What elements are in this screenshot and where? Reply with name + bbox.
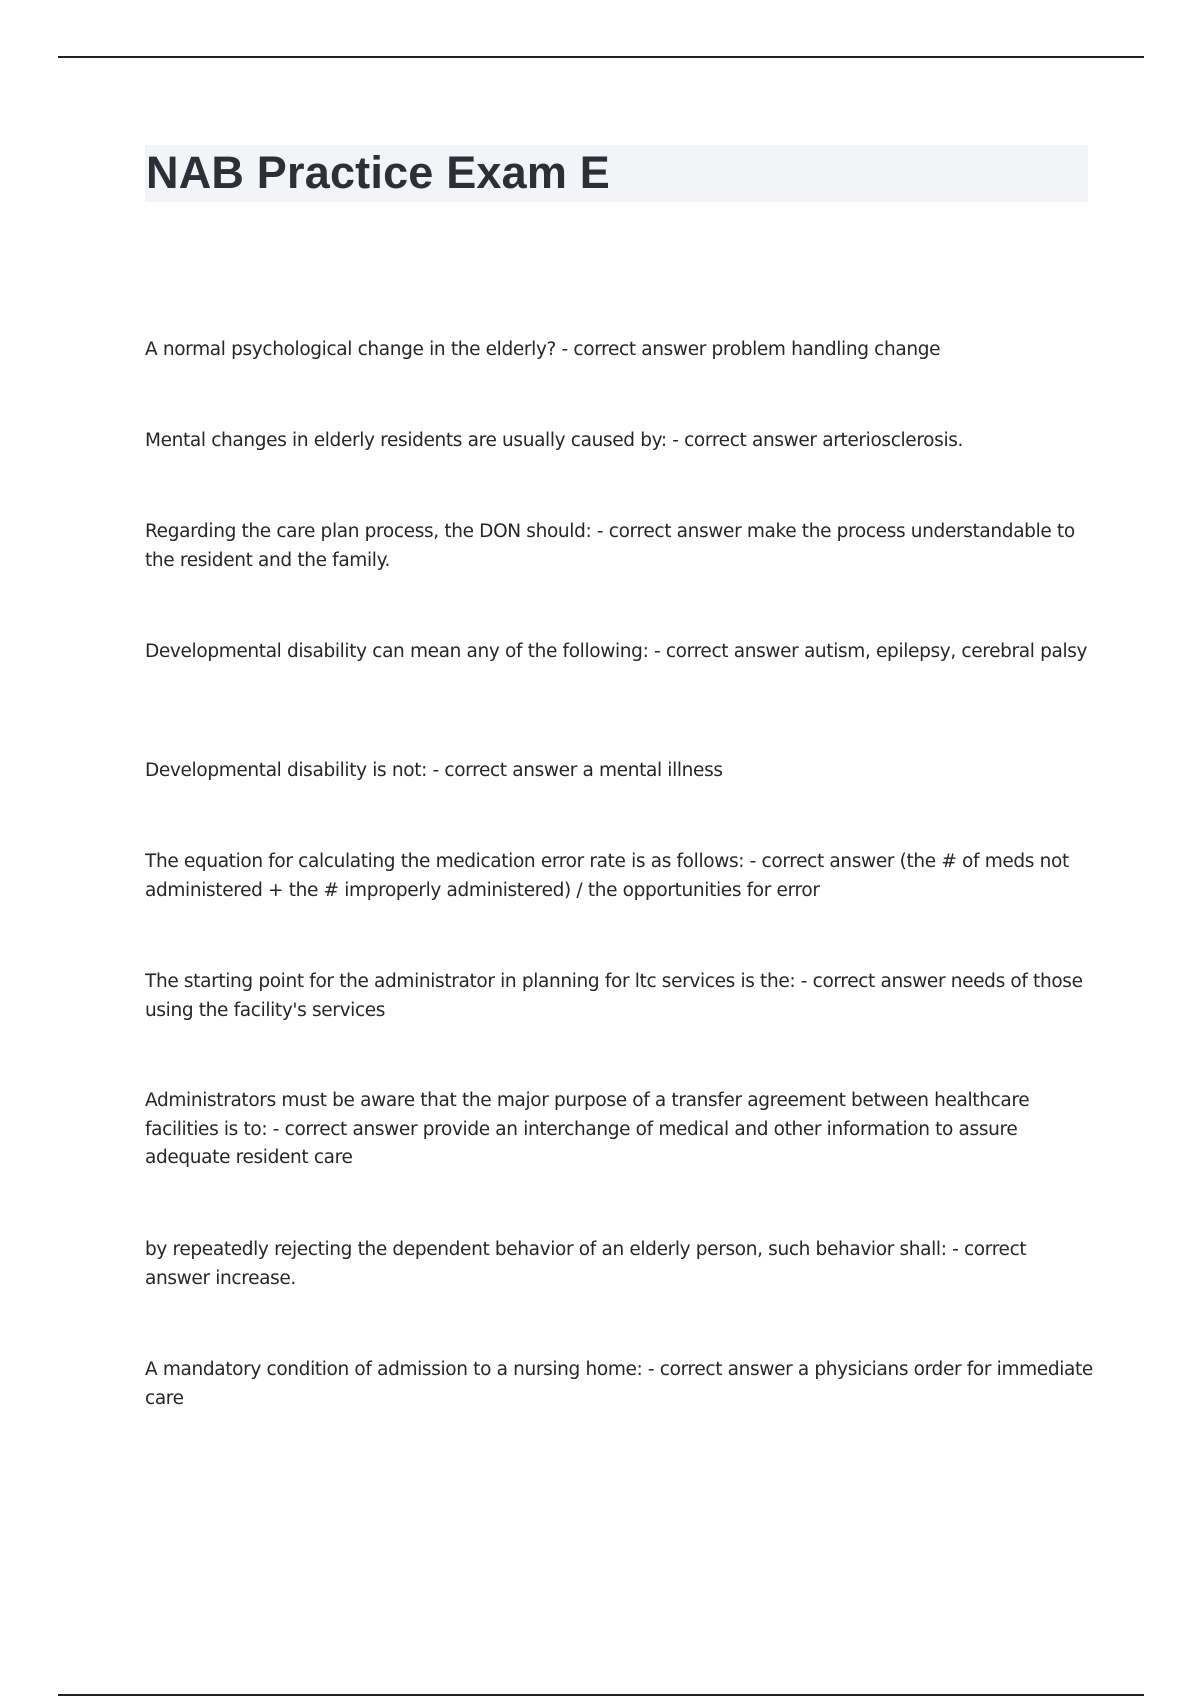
qa-item-9: by repeatedly rejecting the dependent behavior of an elderly person, such behavior shall: - correct answer increase.: [145, 1239, 1027, 1289]
top-rule: [58, 56, 1144, 58]
qa-item-3: Regarding the care plan process, the DON should: - correct answer make the process understandable to the resident and the family.: [145, 521, 1075, 571]
qa-item-1: A normal psychological change in the elderly? - correct answer problem handling change: [145, 339, 941, 360]
qa-item-5: Developmental disability is not: - correct answer a mental illness: [145, 760, 723, 781]
qa-item-6: The equation for calculating the medication error rate is as follows: - correct answer (the # of meds not administered + the # improperly administered) / the opportunities for error: [145, 851, 1069, 901]
bottom-rule: [58, 1694, 1144, 1696]
qa-item-2: Mental changes in elderly residents are usually caused by: - correct answer arteriosclerosis.: [145, 430, 964, 451]
qa-item-10: A mandatory condition of admission to a nursing home: - correct answer a physicians order for immediate care: [145, 1359, 1093, 1409]
qa-item-8: Administrators must be aware that the major purpose of a transfer agreement between healthcare facilities is to: - correct answer provide an interchange of medical and other information to assure adequate resident care: [145, 1090, 1030, 1168]
qa-item-4: Developmental disability can mean any of the following: - correct answer autism, epilepsy, cerebral palsy: [145, 641, 1088, 662]
page-title: NAB Practice Exam E: [146, 147, 611, 198]
qa-item-7: The starting point for the administrator in planning for ltc services is the: - correct answer needs of those using the facility's services: [145, 971, 1083, 1021]
